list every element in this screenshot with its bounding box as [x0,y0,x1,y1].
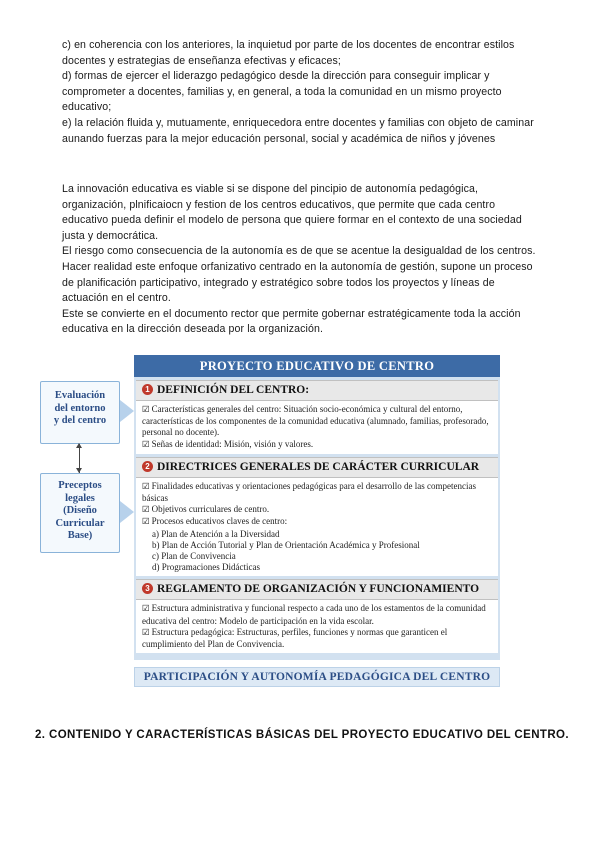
arrow-up-icon [76,443,82,448]
item-text: Estructura pedagógica: Estructuras, perfiles, funciones y normas que garanticen el cumplimiento del Plan de Convivencia. [142,626,448,650]
section-title: REGLAMENTO DE ORGANIZACIÓN Y FUNCIONAMIENTO [157,583,480,596]
paragraph-innovation: La innovación educativa es viable si se dispone del pincipio de autonomía pedagógica, organización, plnificaiocn y festion de los centros educativos, que permite que cada centro educativo pueda definir el modelo de persona que quiere formar en el contexto de una sociedad justa y democrática. [62,183,522,242]
section-heading [136,380,498,401]
list-item [142,439,494,451]
list-item [142,404,494,439]
side-eval-line: y del centro [53,415,107,426]
item-text: Procesos educativos claves de centro: [151,516,288,527]
item-text: Finalidades educativas y orientaciones pedagógicas para el desarrollo de las competencias básicas [142,480,476,504]
paragraph-risk: El riesgo como consecuencia de la autonomía es de que se acentue la desigualdad de los centros. Hacer realidad este enfoque orfanizativo centrado en la autonomía de gestión, supone un proceso de planificación participativo, integrado y estratégico sobre todos los proyectos y líneas de actuación en el centro. [62,245,536,305]
project-diagram [40,355,500,690]
list-item [142,504,494,516]
body-paragraphs [62,182,540,338]
diagram-main-panel [134,355,500,660]
list-item [142,481,494,504]
list-item [142,516,494,528]
section-body [136,478,498,577]
arrow-right-icon [120,501,134,523]
sub-item: c) Plan de Convivencia [152,551,236,562]
checkbox-icon: ☑ [142,604,150,615]
side-box-evaluation [40,381,120,444]
checkbox-icon: ☑ [142,627,150,638]
checkbox-icon: ☑ [142,481,150,492]
diagram-footer: PARTICIPACIÓN Y AUTONOMÍA PEDAGÓGICA DEL CENTRO [134,667,500,687]
checkbox-icon: ☑ [142,439,150,450]
side-box-legal [40,473,120,553]
item-text: Objetivos curriculares de centro. [151,504,270,515]
number-badge-icon: 3 [142,583,153,594]
section-heading [136,579,498,600]
intro-list [62,38,540,147]
checkbox-icon: ☑ [142,505,150,516]
section-heading [136,457,498,478]
item-text: Estructura administrativa y funcional respecto a cada uno de los estamentos de la comunidad educativa del centro: Modelo de participación en la vida escolar. [142,603,486,626]
intro-item-d: d) formas de ejercer el liderazgo pedagógico desde la dirección para conseguir implicar y comprometer a docentes, familias y, en general, a toda la comunidad en un mismo proyecto educativo; [62,70,502,114]
number-badge-icon: 1 [142,384,153,395]
intro-item-c: c) en coherencia con los anteriores, la inquietud por parte de los docentes de encontrar estilos docentes y estrategias de enseñanza efectivas y eficaces; [62,39,515,67]
side-prec-line: Curricular [55,517,105,529]
list-item [142,603,494,626]
number-badge-icon: 2 [142,461,153,472]
side-eval-line: del entorno [54,402,106,414]
side-prec-line: (Diseño [63,505,97,516]
side-prec-line: Preceptos [58,480,102,491]
sub-item: a) Plan de Atención a la Diversidad [152,528,280,539]
checkbox-icon: ☑ [142,517,150,528]
side-prec-line: legales [65,492,95,504]
intro-item-e: e) la relación fluida y, mutuamente, enriquecedora entre docentes y familias con objeto de caminar aunando fuerzas para la mejor educación personal, social y académica de niños y jóvenes [62,116,534,145]
sub-item: d) Programaciones Didácticas [152,562,260,573]
section-body [136,600,498,653]
checkbox-icon: ☑ [142,405,150,415]
section-heading-2: 2. CONTENIDO Y CARACTERÍSTICAS BÁSICAS DEL PROYECTO EDUCATIVO DEL CENTRO. [35,729,569,741]
section-body [136,401,498,454]
side-prec-line: Base) [67,530,93,541]
item-text: Señas de identidad: Misión, visión y valores. [151,438,314,449]
list-item [142,627,494,650]
diagram-title: PROYECTO EDUCATIVO DE CENTRO [134,355,500,377]
item-text: Características generales del centro: Situación socio-económica y cultural del entorno, características de los componentes de la comunidad educativa (alumnado, familias, profesorado, personal no docente). [142,404,489,438]
sub-item: b) Plan de Acción Tutorial y Plan de Orientación Académica y Profesional [152,539,420,550]
paragraph-rector: Este se convierte en el documento rector que permite gobernar estratégicamente toda la acción educativa en la dirección deseada por la organización. [62,307,521,336]
arrow-right-icon [120,400,134,422]
section-title: DEFINICIÓN DEL CENTRO: [157,384,310,396]
section-title: DIRECTRICES GENERALES DE CARÁCTER CURRICULAR [157,460,480,473]
side-eval-line: Evaluación [54,390,106,401]
